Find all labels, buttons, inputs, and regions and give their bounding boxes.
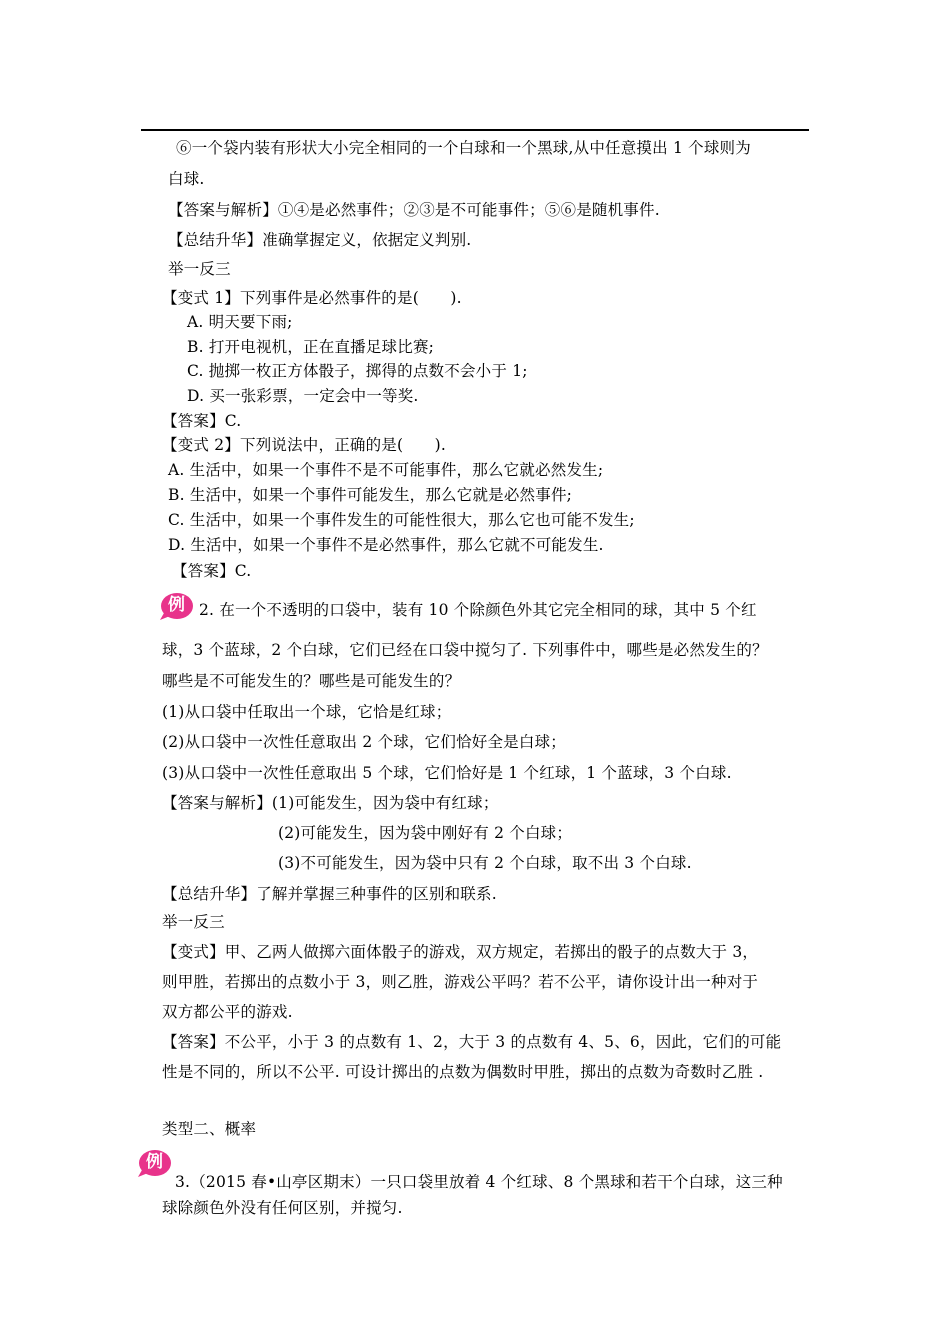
line-6: 【变式 1】下列事件是必然事件的是( ). [162, 289, 462, 307]
line-21: (1)从口袋中任取出一个球，它恰是红球； [162, 703, 452, 721]
line-9: C. 抛掷一枚正方体骰子，掷得的点数不会小于 1; [187, 362, 528, 380]
line-11: 【答案】C. [162, 412, 242, 430]
line-29: 【变式】甲、乙两人做掷六面体骰子的游戏，双方规定，若掷出的骰子的点数大于 3， [162, 943, 759, 961]
example-badge-label: 例 [168, 595, 185, 615]
line-17: 【答案】C. [172, 562, 252, 580]
line-26: (3)不可能发生，因为袋中只有 2 个白球，取不出 3 个白球. [278, 854, 692, 872]
example-badge-icon [160, 591, 194, 621]
line-23: (3)从口袋中一次性任意取出 5 个球，它们恰好是 1 个红球，1 个蓝球，3 个白球. [162, 764, 732, 782]
line-4: 【总结升华】准确掌握定义，依据定义判别. [168, 231, 472, 249]
line-5: 举一反三 [168, 260, 231, 278]
line-19: 球，3 个蓝球，2 个白球，它们已经在口袋中搅匀了. 下列事件中，哪些是必然发生的？ [162, 641, 768, 659]
line-31: 双方都公平的游戏. [162, 1003, 293, 1021]
line-10: D. 买一张彩票，一定会中一等奖. [187, 387, 419, 405]
line-7: A. 明天要下雨; [187, 313, 293, 331]
line-24: 【答案与解析】(1)可能发生，因为袋中有红球； [162, 794, 499, 812]
line-16: D. 生活中，如果一个事件不是必然事件，那么它就不可能发生. [168, 536, 604, 554]
line-18: 2. 在一个不透明的口袋中，装有 10 个除颜色外其它完全相同的球，其中 5 个红 [199, 601, 757, 619]
line-22: (2)从口袋中一次性任意取出 2 个球，它们恰好全是白球； [162, 733, 566, 751]
section-heading: 类型二、概率 [162, 1120, 257, 1138]
line-15: C. 生活中，如果一个事件发生的可能性很大，那么它也可能不发生; [168, 511, 635, 529]
line-32: 【答案】不公平，小于 3 的点数有 1、2，大于 3 的点数有 4、5、6，因此，它们的可能 [162, 1033, 782, 1051]
line-27: 【总结升华】了解并掌握三种事件的区别和联系. [162, 885, 497, 903]
line-25: (2)可能发生，因为袋中刚好有 2 个白球； [278, 824, 573, 842]
line-20: 哪些是不可能发生的？哪些是可能发生的？ [162, 672, 461, 690]
line-2: 白球. [168, 170, 205, 188]
line-33: 性是不同的，所以不公平. 可设计掷出的点数为偶数时甲胜，掷出的点数为奇数时乙胜 . [162, 1063, 764, 1081]
example-badge-icon [138, 1148, 172, 1178]
line-1: ⑥一个袋内装有形状大小完全相同的一个白球和一个黑球,从中任意摸出 1 个球则为 [176, 139, 751, 157]
line-12: 【变式 2】下列说法中，正确的是( ). [162, 436, 447, 454]
line-14: B. 生活中，如果一个事件可能发生，那么它就是必然事件; [168, 486, 573, 504]
line-36: 球除颜色外没有任何区别，并搅匀. [162, 1199, 403, 1217]
line-35: 3.（2015 春•山亭区期末）一只口袋里放着 4 个红球、8 个黑球和若干个白球，这三种 [175, 1173, 783, 1191]
header-rule [141, 129, 809, 131]
line-8: B. 打开电视机，正在直播足球比赛; [187, 338, 435, 356]
example-badge-label: 例 [146, 1152, 163, 1172]
line-13: A. 生活中，如果一个事件不是不可能事件，那么它就必然发生; [168, 461, 604, 479]
line-30: 则甲胜，若掷出的点数小于 3，则乙胜，游戏公平吗？若不公平，请你设计出一种对于 [162, 973, 759, 991]
line-28: 举一反三 [162, 913, 225, 931]
line-3: 【答案与解析】①④是必然事件；②③是不可能事件；⑤⑥是随机事件. [168, 201, 660, 219]
